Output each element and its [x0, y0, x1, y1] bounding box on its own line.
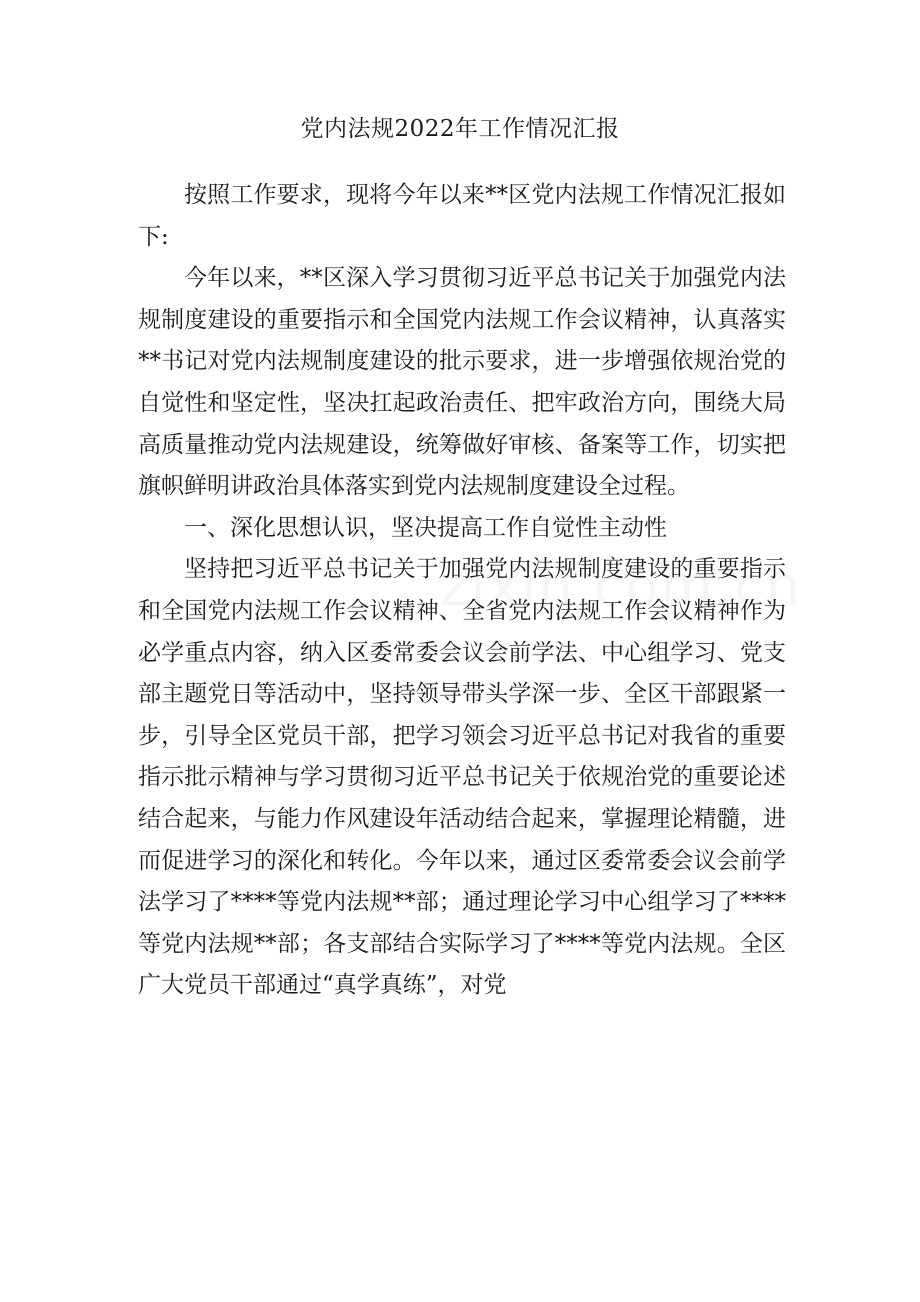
intro-paragraph: 按照工作要求，现将今年以来**区党内法规工作情况汇报如下: [138, 182, 786, 250]
summary-paragraph: 今年以来，**区深入学习贯彻习近平总书记关于加强党内法规制度建设的重要指示和全国党内法规工作会议精神，认真落实**书记对党内法规制度建设的批示要求，进一步增强依规治党的自觉性和坚定性，坚决扛起政治责任、把牢政治方向，围绕大局高质量推动党内法规建设，统筹做好审核、备案等工作，切实把旗帜鲜明讲政治具体落实到党内法规制度建设全过程。 [138, 265, 786, 500]
section-paragraph: 坚持把习近平总书记关于加强党内法规制度建设的重要指示和全国党内法规工作会议精神、全省党内法规工作会议精神作为必学重点内容，纳入区委常委会议会前学法、中心组学习、党支部主题党日等活动中，坚持领导带头学深一步、全区干部跟紧一步，引导全区党员干部，把学习领会习近平总书记对我省的重要指示批示精神与学习贯彻习近平总书记关于依规治党的重要论述结合起来，与能力作风建设年活动结合起来，掌握理论精髓，进而促进学习的深化和转化。今年以来，通过区委常委会议会前学法学习了****等党内法规**部；通过理论学习中心组学习了****等党内法规**部；各支部结合实际学习了****等党内法规。全区广大党员干部通过“真学真练”，对党 [138, 556, 786, 999]
section-heading: 一、深化思想认识，坚决提高工作自觉性主动性 [184, 514, 667, 541]
document-title: 党内法规2022年工作情况汇报 [300, 116, 620, 142]
document-body [138, 175, 786, 1007]
